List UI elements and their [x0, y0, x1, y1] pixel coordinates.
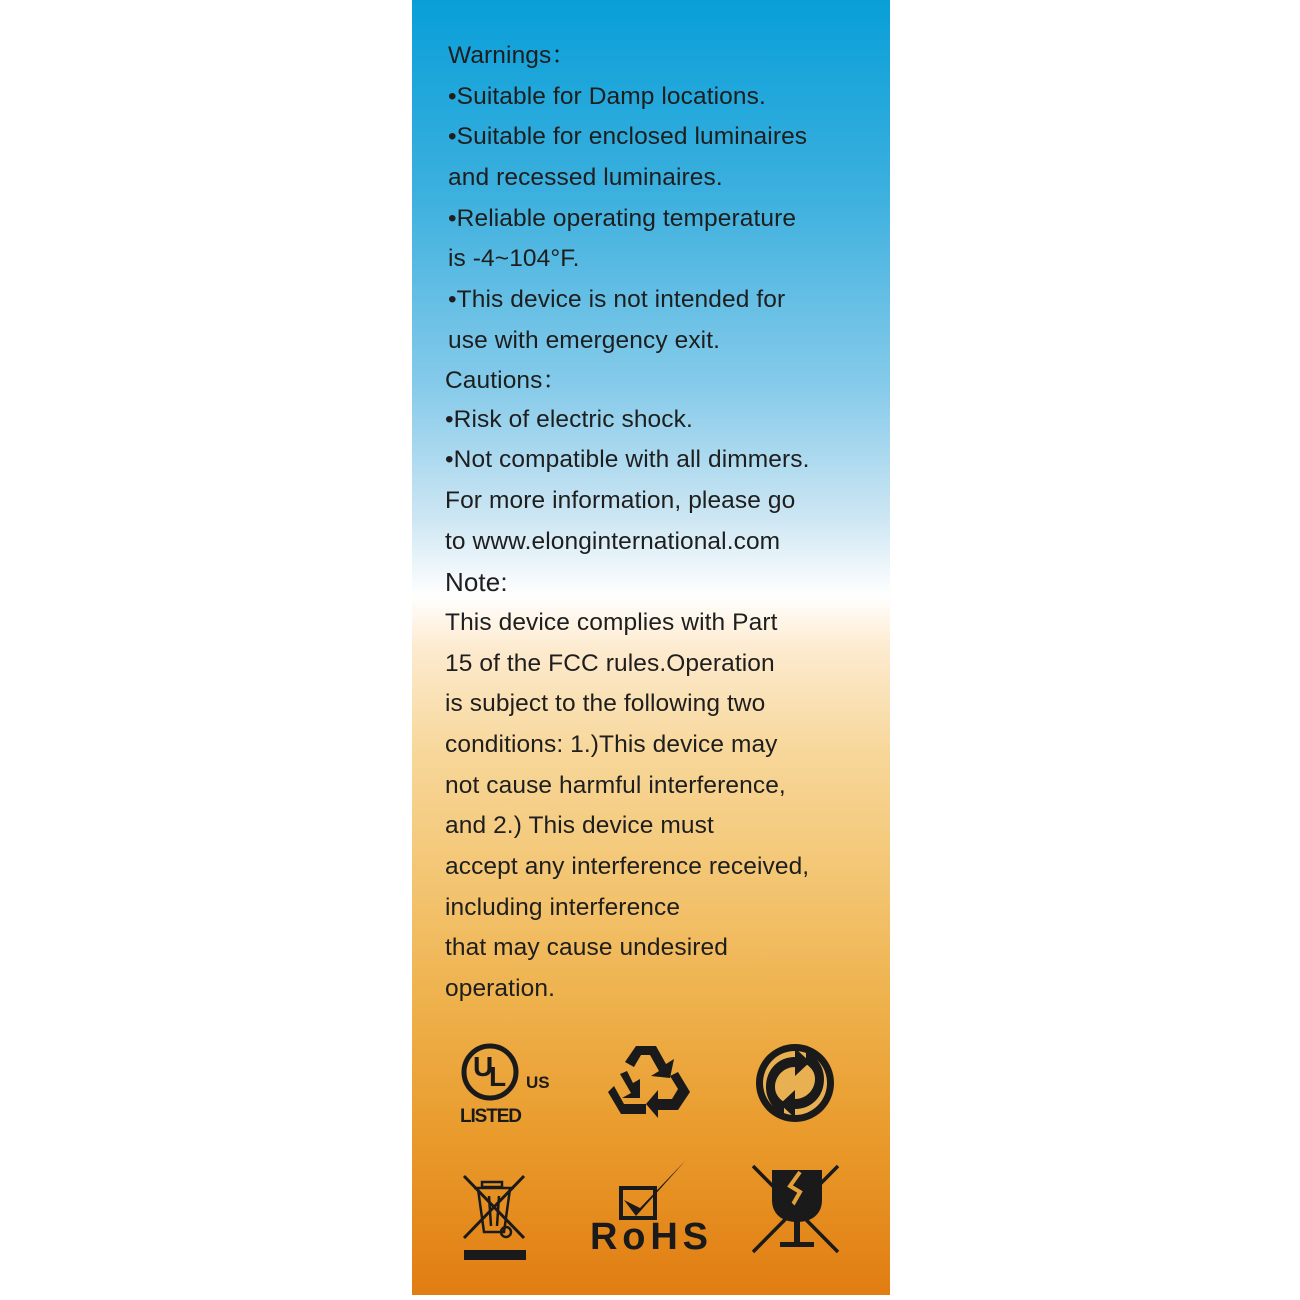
warnings-line: •Suitable for Damp locations.: [448, 82, 766, 110]
warnings-line: •This device is not intended for: [448, 286, 786, 314]
ul-country: US: [526, 1073, 550, 1092]
note-line: not cause harmful interference,: [445, 771, 786, 799]
weee-crossed-bin-icon: [462, 1172, 530, 1264]
cautions-line: to www.elonginternational.com: [445, 527, 781, 555]
note-line: operation.: [445, 975, 555, 1003]
note-line: and 2.) This device must: [445, 812, 714, 840]
label-panel: [412, 0, 890, 1295]
label-text-block: [445, 36, 878, 1010]
green-dot-icon: [754, 1042, 838, 1126]
rohs-label: RoHS: [590, 1216, 708, 1258]
ul-letter-l: L: [489, 1061, 507, 1092]
recycle-icon: [606, 1038, 692, 1120]
note-line: is subject to the following two: [445, 690, 766, 718]
note-line: 15 of the FCC rules.Operation: [445, 649, 775, 677]
note-line: conditions: 1.)This device may: [445, 731, 778, 758]
warnings-heading: Warnings：: [448, 42, 576, 69]
rohs-icon: [588, 1158, 712, 1258]
fragile-crossed-icon: [750, 1162, 842, 1256]
cautions-line: •Risk of electric shock.: [445, 405, 693, 433]
note-line: This device complies with Part: [445, 608, 778, 636]
ul-caption: LISTED: [460, 1106, 522, 1127]
note-heading: Note:: [445, 567, 508, 598]
warnings-line: use with emergency exit.: [448, 326, 721, 354]
warnings-line: and recessed luminaires.: [448, 164, 723, 192]
warnings-line: is -4~104°F.: [448, 245, 580, 273]
ul-mark-letter-u: [473, 1051, 506, 1092]
ul-letter-u: U: [473, 1051, 494, 1082]
note-line: including interference: [445, 893, 681, 921]
note-line: accept any interference received,: [445, 853, 810, 881]
cautions-line: •Not compatible with all dimmers.: [445, 446, 810, 474]
warnings-line: •Reliable operating temperature: [448, 204, 797, 232]
warnings-line: •Suitable for enclosed luminaires: [448, 123, 808, 151]
cautions-heading: Cautions：: [445, 366, 568, 394]
ul-listed-icon: [458, 1040, 558, 1128]
cautions-line: For more information, please go: [445, 486, 796, 514]
note-line: that may cause undesired: [445, 934, 728, 962]
